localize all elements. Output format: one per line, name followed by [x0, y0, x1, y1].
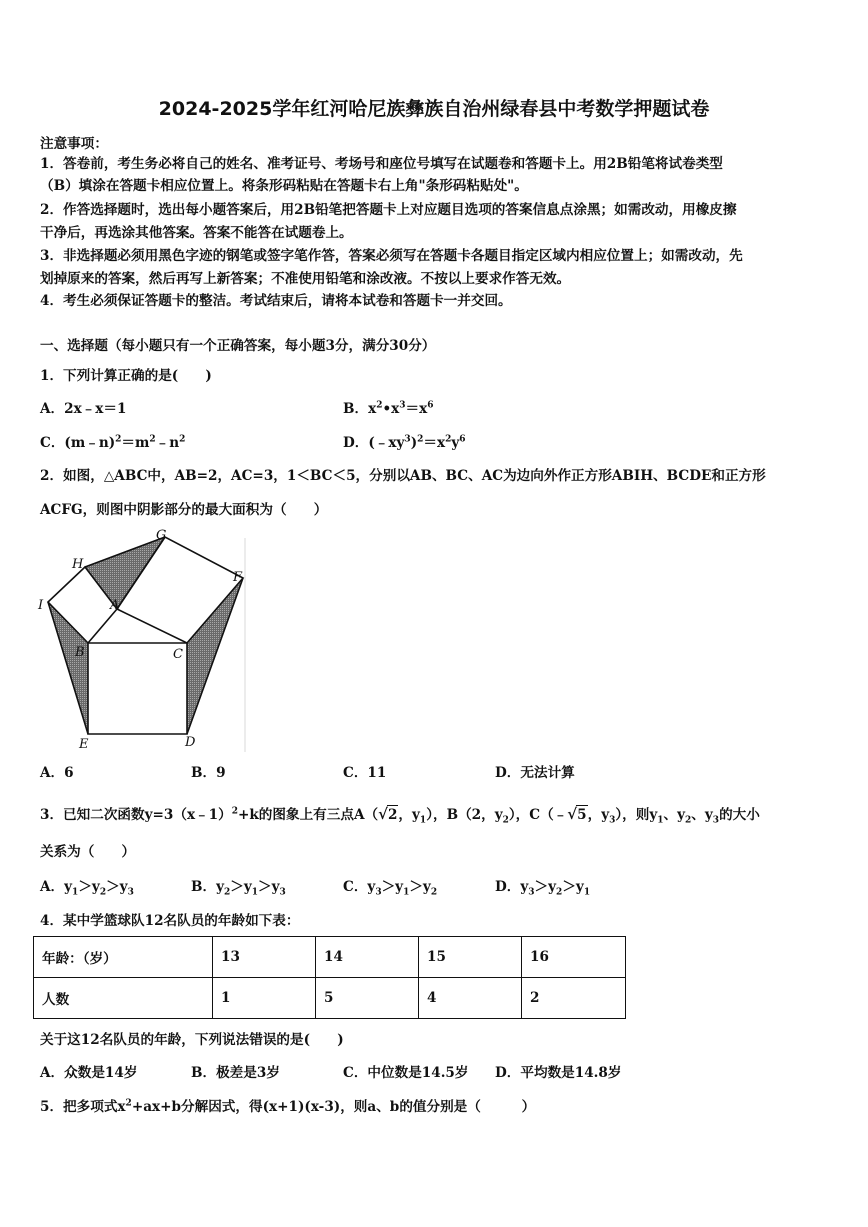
q1-option-a: A．2x﹣x＝1 [40, 401, 127, 417]
label-d: D [185, 735, 196, 750]
q2-option-a: A．6 [40, 765, 74, 781]
q4-option-d: D．平均数是14.8岁 [495, 1065, 622, 1081]
q2-geometry-figure [32, 524, 252, 756]
q4-option-a: A．众数是14岁 [40, 1065, 138, 1081]
label-c: C [173, 647, 183, 662]
q1-option-b: B．$x^2•x^3=x^6$ [343, 400, 434, 417]
q4-stem: 4．某中学篮球队12名队员的年龄如下表： [40, 913, 300, 929]
q3-stem-line-1: 3．已知二次函数y=3（x﹣1）$^2$+k的图象上有三点A（√2，$y_1$），B（2，$y_2$），C（﹣√5，$y_3$），则$y_1$、$y_2$、$y_3$的大小 [40, 805, 760, 826]
q2-option-b: B．9 [191, 765, 226, 781]
age-table [33, 936, 626, 1019]
table-row [34, 937, 626, 978]
table-row [34, 978, 626, 1019]
q3-option-c: C．$y_3>y_1>y_2$ [343, 879, 438, 898]
q3-option-d: D．$y_3>y_2>y_1$ [495, 879, 591, 898]
q2-stem-line-1: 2．如图，△ABC中，AB=2，AC=3，1＜BC＜5，分别以AB、BC、AC为边向外作正方形ABIH、BCDE和正方形 [40, 468, 766, 484]
label-g: G [156, 528, 167, 543]
q4-option-c: C．中位数是14.5岁 [343, 1065, 469, 1081]
notes-line-5: 3．非选择题必须用黑色字迹的钢笔或签字笔作答，答案必须写在答题卡各题目指定区域内相应位置上；如需改动，先 [40, 248, 743, 264]
notes-line-7: 4．考生必须保证答题卡的整洁。考试结束后，请将本试卷和答题卡一并交回。 [40, 293, 512, 309]
table-cell: 16 [522, 937, 626, 978]
q1-stem: 1．下列计算正确的是( ) [40, 368, 212, 384]
q1-option-c: C．$(m﹣n)^2=m^2﹣n^2$ [40, 434, 186, 451]
q4-option-b: B．极差是3岁 [191, 1065, 280, 1081]
q1-option-d: D．$(﹣xy^3)^2=x^2y^6$ [343, 434, 466, 451]
q4-question: 关于这12名队员的年龄，下列说法错误的是( ) [40, 1032, 344, 1048]
label-i: I [38, 598, 44, 613]
notes-line-6: 划掉原来的答案，然后再写上新答案；不准使用铅笔和涂改液。不按以上要求作答无效。 [40, 271, 571, 287]
table-cell: 2 [522, 978, 626, 1019]
label-b: B [75, 645, 85, 660]
table-cell: 5 [316, 978, 419, 1019]
notes-line-3: 2．作答选择题时，选出每小题答案后，用2B铅笔把答题卡上对应题目选项的答案信息点涂黑；如需改动，用橡皮擦 [40, 202, 737, 218]
notes-heading: 注意事项： [40, 136, 108, 152]
notes-line-4: 干净后，再选涂其他答案。答案不能答在试题卷上。 [40, 225, 353, 241]
table-cell: 15 [419, 937, 522, 978]
q2-option-d: D．无法计算 [495, 765, 575, 781]
table-cell: 1 [213, 978, 316, 1019]
q3-option-a: A．$y_1>y_2>y_3$ [40, 879, 134, 898]
q2-stem-line-2: ACFG，则图中阴影部分的最大面积为（ ） [40, 502, 328, 518]
table-cell: 年龄：（岁） [34, 937, 213, 978]
table-cell: 人数 [34, 978, 213, 1019]
label-a: A [110, 598, 120, 613]
table-cell: 14 [316, 937, 419, 978]
table-cell: 4 [419, 978, 522, 1019]
q5-stem: 5．把多项式$x^2+ax+b$分解因式，得(x+1)(x-3)，则a、b的值分别是（ ） [40, 1098, 536, 1115]
table-cell: 13 [213, 937, 316, 978]
notes-line-2: （B）填涂在答题卡相应位置上。将条形码粘贴在答题卡右上角"条形码粘贴处"。 [40, 178, 528, 194]
notes-line-1: 1．答卷前，考生务必将自己的姓名、准考证号、考场号和座位号填写在试题卷和答题卡上。用2B铅笔将试卷类型 [40, 156, 723, 172]
label-e: E [79, 737, 89, 752]
section-1-heading: 一、选择题（每小题只有一个正确答案，每小题3分，满分30分） [40, 338, 436, 354]
label-h: H [72, 557, 84, 572]
q2-option-c: C．11 [343, 765, 387, 781]
q3-stem-line-2: 关系为（ ） [40, 844, 136, 860]
page-title: 2024-2025学年红河哈尼族彝族自治州绿春县中考数学押题试卷 [158, 98, 710, 120]
label-f: F [233, 570, 243, 585]
q3-option-b: B．$y_2>y_1>y_3$ [191, 879, 286, 898]
